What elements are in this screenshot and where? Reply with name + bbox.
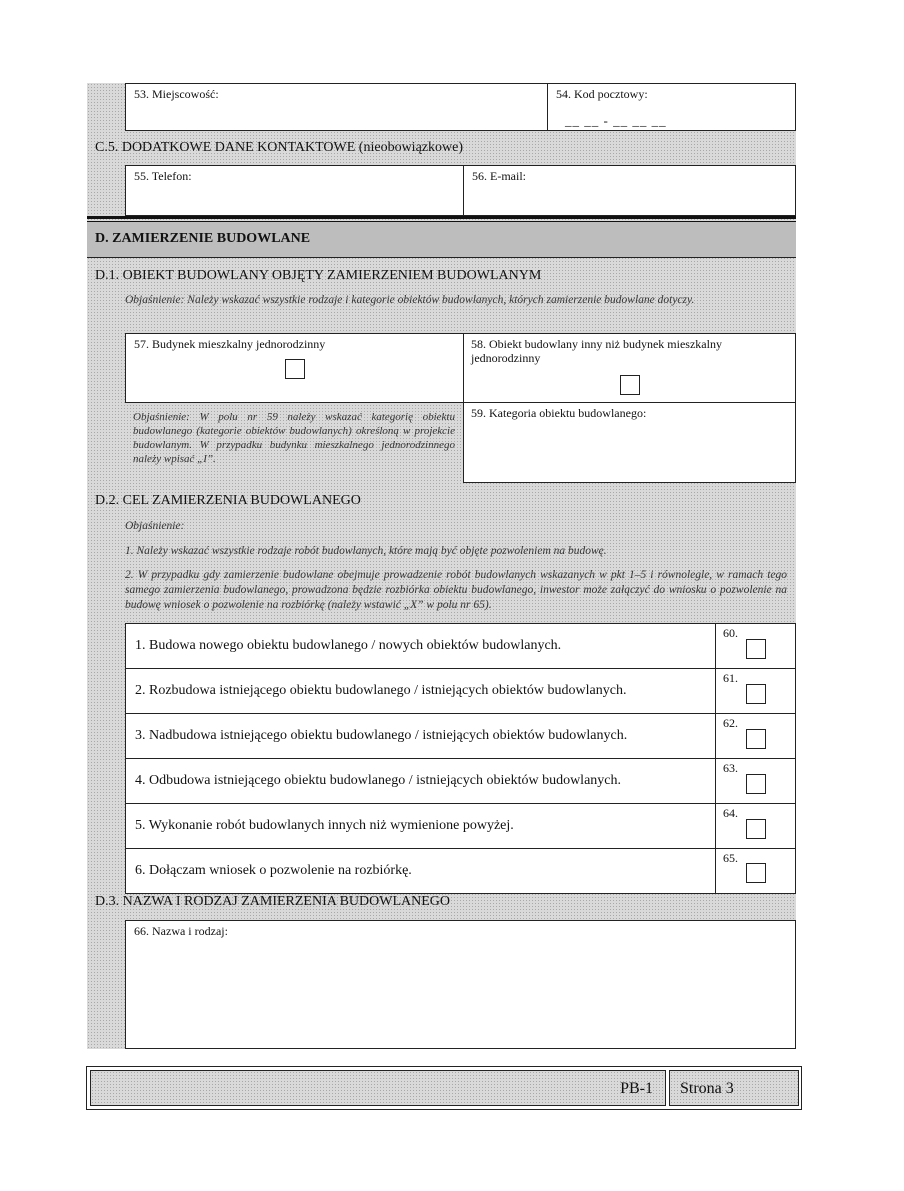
work-type-checkbox[interactable] xyxy=(746,863,766,883)
work-type-checkbox[interactable] xyxy=(746,819,766,839)
work-type-row xyxy=(125,713,716,759)
work-type-field-cell xyxy=(715,623,796,669)
work-type-field-cell xyxy=(715,668,796,714)
footer-page-cell xyxy=(669,1070,799,1106)
work-type-checkbox[interactable] xyxy=(746,684,766,704)
work-type-checkbox[interactable] xyxy=(746,774,766,794)
work-type-row xyxy=(125,848,716,894)
work-type-field-number: 63. xyxy=(723,761,738,775)
work-type-field-cell xyxy=(715,848,796,894)
page-footer xyxy=(86,1066,802,1110)
footer-form-code: PB-1 xyxy=(620,1080,653,1097)
field-58-label: 58. Obiekt budowlany inny niż budynek mieszkalny jednorodzinny xyxy=(471,337,722,365)
work-type-checkbox[interactable] xyxy=(746,639,766,659)
work-type-checkbox[interactable] xyxy=(746,729,766,749)
section-d2-note-title: Objaśnienie: xyxy=(125,520,185,532)
field-56-label: 56. E-mail: xyxy=(472,169,526,183)
field-66-name-and-type[interactable] xyxy=(125,920,796,1049)
field-57-checkbox[interactable] xyxy=(285,359,305,379)
work-type-label: 5. Wykonanie robót budowlanych innych niż wymienione powyżej. xyxy=(135,818,514,833)
work-type-row xyxy=(125,668,716,714)
field-59-building-category[interactable] xyxy=(463,402,796,483)
section-d-band xyxy=(87,222,796,258)
work-type-label: 6. Dołączam wniosek o pozwolenie na rozbiórkę. xyxy=(135,863,412,878)
field-53-label: 53. Miejscowość: xyxy=(134,87,219,101)
work-type-field-number: 61. xyxy=(723,671,738,685)
work-type-field-cell xyxy=(715,803,796,849)
section-d3-header: D.3. NAZWA I RODZAJ ZAMIERZENIA BUDOWLANEGO xyxy=(95,894,451,909)
work-type-row xyxy=(125,758,716,804)
work-type-row xyxy=(125,623,716,669)
form-page xyxy=(87,83,796,1049)
field-57-label: 57. Budynek mieszkalny jednorodzinny xyxy=(134,337,326,351)
work-type-field-number: 64. xyxy=(723,806,738,820)
section-c5-header: C.5. DODATKOWE DANE KONTAKTOWE (nieobowiązkowe) xyxy=(95,140,463,155)
postal-code-mask: __ __ - __ __ __ xyxy=(565,113,667,128)
field-58-other-building[interactable] xyxy=(463,333,796,403)
field-59-label: 59. Kategoria obiektu budowlanego: xyxy=(471,406,647,420)
footer-form-code-cell xyxy=(90,1070,666,1106)
field-56-email[interactable] xyxy=(463,165,796,216)
field-54-postal-code[interactable] xyxy=(547,83,796,131)
work-type-field-number: 62. xyxy=(723,716,738,730)
section-d2-header: D.2. CEL ZAMIERZENIA BUDOWLANEGO xyxy=(95,493,361,508)
section-d2-note-1: 1. Należy wskazać wszystkie rodzaje robót budowlanych, które mają być objęte pozwoleniem na budowę. xyxy=(125,545,607,557)
section-d1-header: D.1. OBIEKT BUDOWLANY OBJĘTY ZAMIERZENIEM BUDOWLANYM xyxy=(95,268,542,283)
work-type-row xyxy=(125,803,716,849)
field-59-note: Objaśnienie: W polu nr 59 należy wskazać kategorię obiektu budowlanego (kategorie obiektów budowlanych) określoną w projekcie budowlanym. W przypadku budynku mieszkalnego jednorodzinnego należy wpisać „I”. xyxy=(133,411,455,465)
section-d2-note-2: 2. W przypadku gdy zamierzenie budowlane obejmuje prowadzenie robót budowlanych wskazanych w pkt 1–5 i równolegle, w ramach tego samego zamierzenia budowlanego, prowadzona będzie rozbiórka obiektu budowlanego, inwestor może załączyć do wniosku o pozwolenie na budowę wniosek o pozwolenie na rozbiórkę (należy wstawić „X” w polu nr 65). xyxy=(125,569,787,611)
field-55-phone[interactable] xyxy=(125,165,464,216)
work-type-label: 2. Rozbudowa istniejącego obiektu budowlanego / istniejących obiektów budowlanych. xyxy=(135,683,627,698)
work-type-field-cell xyxy=(715,713,796,759)
field-54-label: 54. Kod pocztowy: xyxy=(556,87,648,101)
work-type-label: 4. Odbudowa istniejącego obiektu budowlanego / istniejących obiektów budowlanych. xyxy=(135,773,622,788)
section-d-header: D. ZAMIERZENIE BUDOWLANE xyxy=(95,231,311,246)
field-58-checkbox[interactable] xyxy=(620,375,640,395)
work-type-label: 1. Budowa nowego obiektu budowlanego / nowych obiektów budowlanych. xyxy=(135,638,562,653)
work-type-label: 3. Nadbudowa istniejącego obiektu budowlanego / istniejących obiektów budowlanych. xyxy=(135,728,628,743)
footer-page-number: Strona 3 xyxy=(680,1080,734,1097)
work-type-field-cell xyxy=(715,758,796,804)
work-type-field-number: 60. xyxy=(723,626,738,640)
section-d1-note: Objaśnienie: Należy wskazać wszystkie rodzaje i kategorie obiektów budowlanych, których zamierzenie budowlane dotyczy. xyxy=(125,294,695,306)
field-55-label: 55. Telefon: xyxy=(134,169,192,183)
field-66-label: 66. Nazwa i rodzaj: xyxy=(134,924,228,938)
section-divider xyxy=(87,216,796,219)
field-57-single-family-house[interactable] xyxy=(125,333,464,403)
field-53-locality[interactable] xyxy=(125,83,548,131)
work-type-field-number: 65. xyxy=(723,851,738,865)
